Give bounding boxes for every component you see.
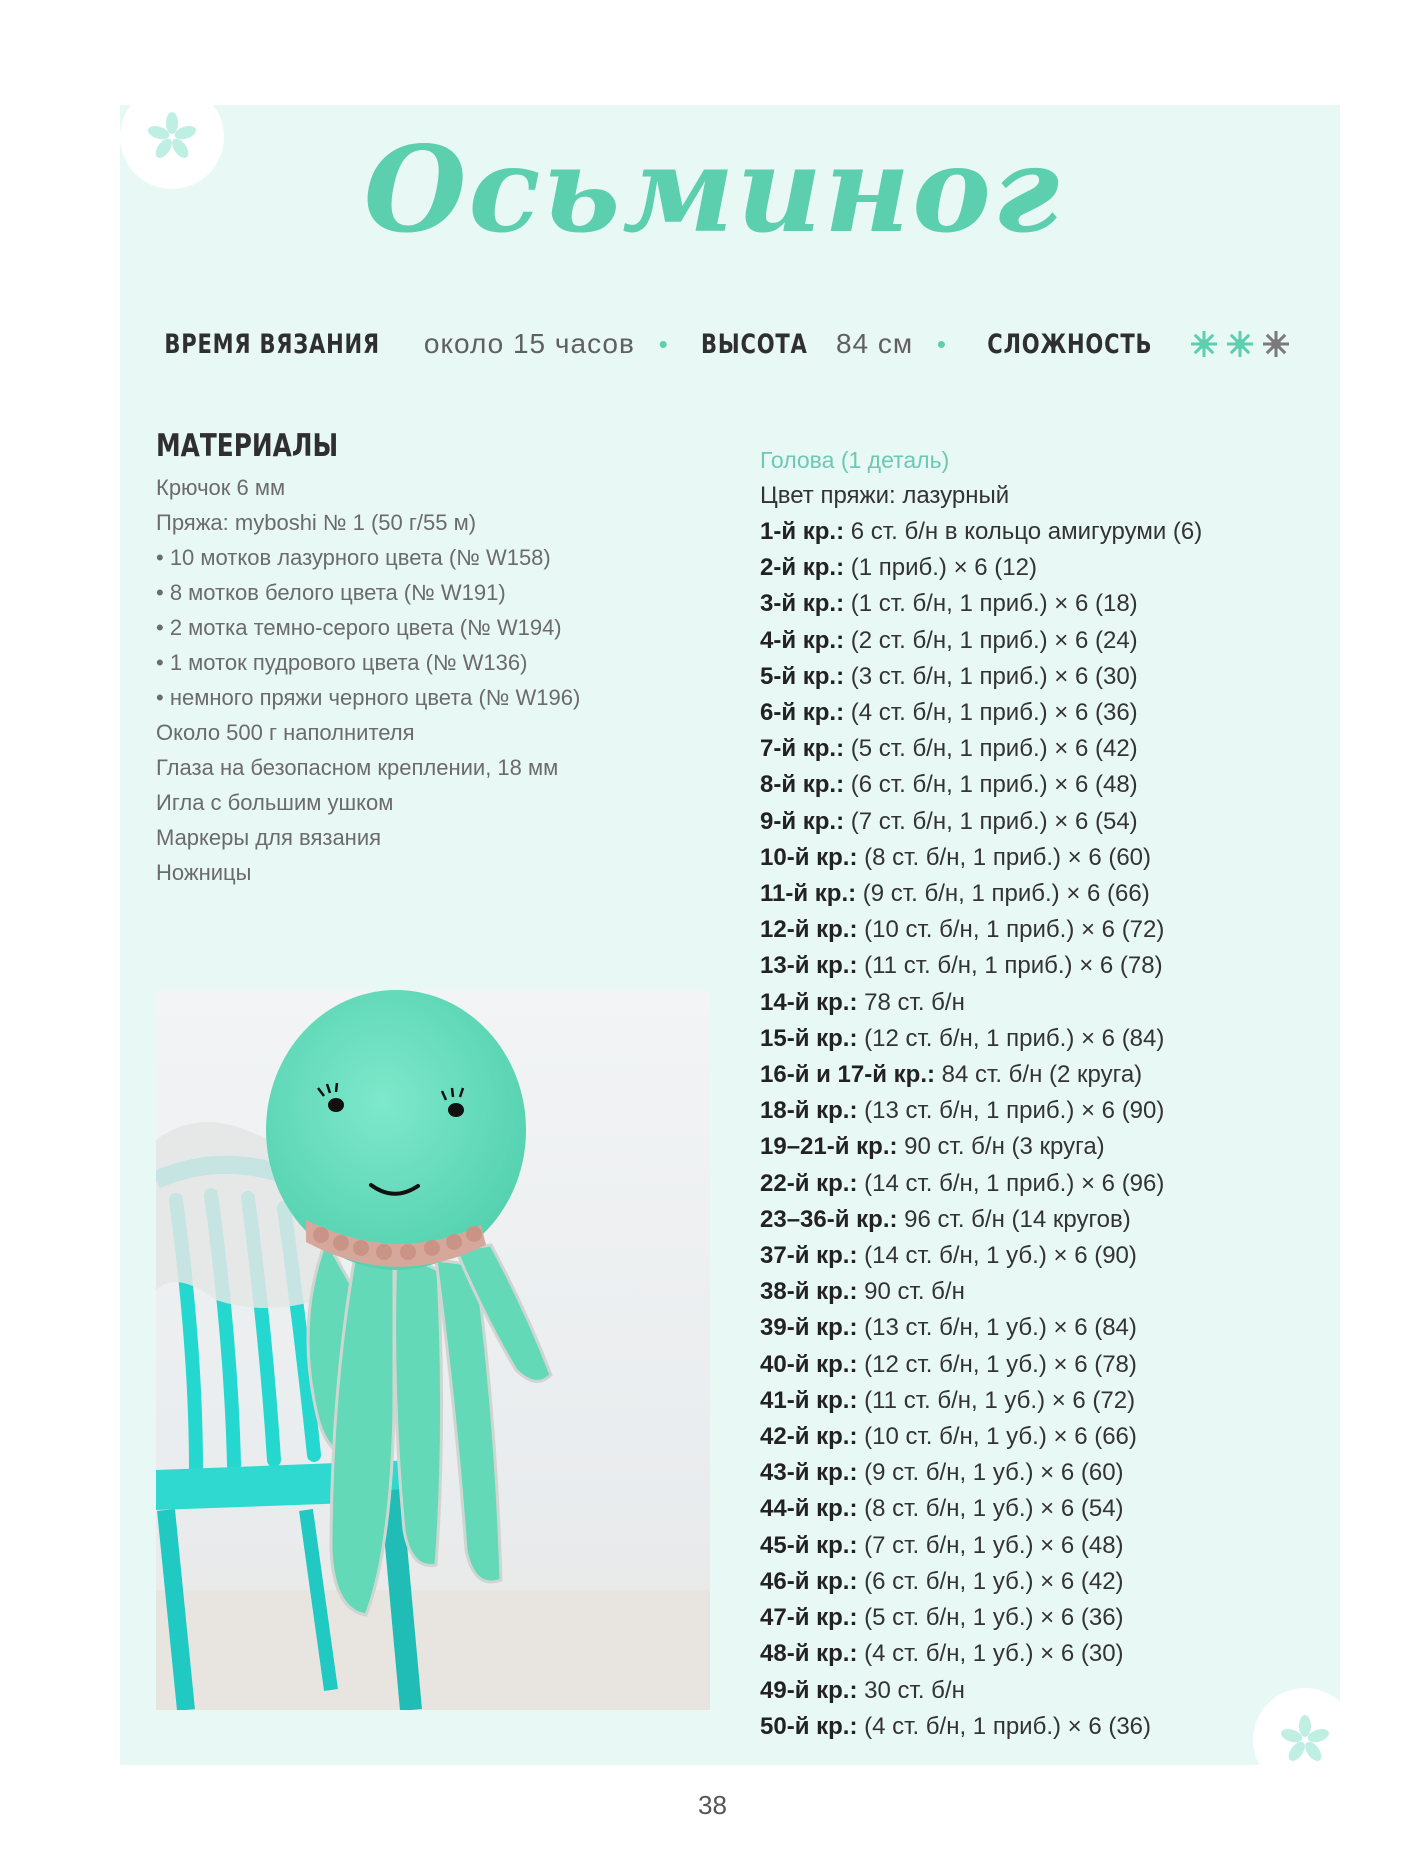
row-label: 42-й кр.: [760,1423,858,1451]
pattern-row [760,1455,1202,1491]
row-label: 50-й кр.: [760,1712,858,1740]
row-label: 8-й кр.: [760,771,845,799]
row-label: 23–36-й кр.: [760,1205,898,1233]
material-item: • 1 моток пудрового цвета (№ W136) [156,650,528,675]
pattern-row [760,550,1202,586]
row-instruction: (1 приб.) × 6 (12) [844,554,1037,582]
row-label: 37-й кр.: [760,1242,858,1270]
row-instruction: (2 ст. б/н, 1 приб.) × 6 (24) [844,626,1138,654]
pattern-row [760,1491,1202,1527]
row-instruction: (12 ст. б/н, 1 приб.) × 6 (84) [857,1024,1165,1052]
height-value: 84 см [835,328,914,359]
row-instruction: (11 ст. б/н, 1 приб.) × 6 (78) [857,952,1163,980]
materials-list [156,470,580,890]
row-instruction: (12 ст. б/н, 1 уб.) × 6 (78) [857,1350,1137,1378]
row-label: 48-й кр.: [760,1640,858,1668]
row-instruction: (14 ст. б/н, 1 уб.) × 6 (90) [857,1242,1137,1270]
pattern-row [760,1419,1202,1455]
pattern-row [760,1709,1202,1745]
row-label: 13-й кр.: [760,952,858,980]
pattern-row [760,876,1202,912]
row-label: 41-й кр.: [760,1386,858,1414]
row-label: 2-й кр.: [760,554,845,582]
row-label: 9-й кр.: [760,807,845,835]
row-instruction: 30 ст. б/н [857,1676,965,1704]
pattern-row [760,840,1202,876]
page-title: Осьминог [363,120,1062,259]
knitting-time-value: около 15 часов [423,328,635,359]
row-label: 46-й кр.: [760,1567,858,1595]
difficulty-star-icon [1225,329,1255,359]
pattern-row [760,767,1202,803]
pattern-row [760,1564,1202,1600]
pattern-row [760,1528,1202,1564]
material-item: • 2 мотка темно-серого цвета (№ W194) [156,615,562,640]
row-label: 3-й кр.: [760,590,845,618]
row-instruction: 6 ст. б/н в кольцо амигуруми (6) [844,518,1203,545]
pattern-row [760,1166,1202,1202]
pattern-row [760,586,1202,622]
pattern-row [760,1383,1202,1419]
row-instruction: (7 ст. б/н, 1 уб.) × 6 (48) [857,1531,1124,1559]
row-instruction: (10 ст. б/н, 1 уб.) × 6 (66) [857,1423,1137,1451]
row-label: 10-й кр.: [760,843,858,871]
pattern-row [760,1673,1202,1709]
row-instruction: (6 ст. б/н, 1 уб.) × 6 (42) [857,1567,1124,1595]
material-item: Около 500 г наполнителя [156,720,415,745]
row-label: 38-й кр.: [760,1278,858,1306]
row-label: 39-й кр.: [760,1314,858,1342]
row-label: 6-й кр.: [760,699,845,727]
material-item: • 10 мотков лазурного цвета (№ W158) [156,545,551,570]
pattern-row [760,948,1202,984]
row-instruction: (6 ст. б/н, 1 приб.) × 6 (48) [844,771,1138,799]
pattern-row [760,1057,1202,1093]
pattern-row [760,1274,1202,1310]
pattern-column [760,442,1202,1745]
octopus-photo-illustration [156,990,710,1710]
pattern-row [760,1202,1202,1238]
row-label: 45-й кр.: [760,1531,858,1559]
row-instruction: 84 ст. б/н (2 круга) [934,1061,1143,1089]
materials-heading: МАТЕРИАЛЫ [156,428,339,464]
row-instruction: (10 ст. б/н, 1 приб.) × 6 (72) [857,916,1165,944]
row-label: 40-й кр.: [760,1350,858,1378]
page-number: 38 [698,1790,727,1820]
octopus-toy-photo [156,990,710,1710]
row-instruction: (7 ст. б/н, 1 приб.) × 6 (54) [844,807,1138,835]
row-label: 14-й кр.: [760,988,858,1016]
separator-dot: • [936,329,947,359]
row-label: 1-й кр.: [760,518,845,545]
row-instruction: 78 ст. б/н [857,988,965,1016]
material-item: Игла с большим ушком [156,790,394,815]
flower-icon [1279,1714,1331,1766]
difficulty-rating [1183,328,1291,359]
pattern-row [760,1238,1202,1274]
yarn-color-note: Цвет пряжи: лазурный [760,482,1010,509]
section-heading-head: Голова (1 деталь) [760,447,950,473]
row-label: 43-й кр.: [760,1459,858,1487]
row-instruction: (5 ст. б/н, 1 уб.) × 6 (36) [857,1604,1124,1632]
row-instruction: (9 ст. б/н, 1 уб.) × 6 (60) [857,1459,1124,1487]
pattern-row [760,659,1202,695]
pattern-row [760,1347,1202,1383]
row-instruction: 90 ст. б/н [857,1278,965,1306]
row-instruction: (3 ст. б/н, 1 приб.) × 6 (30) [844,662,1138,690]
row-label: 22-й кр.: [760,1169,858,1197]
row-instruction: (4 ст. б/н, 1 уб.) × 6 (30) [857,1640,1124,1668]
row-label: 4-й кр.: [760,626,845,654]
row-label: 19–21-й кр.: [760,1133,898,1161]
row-label: 47-й кр.: [760,1604,858,1632]
pattern-row [760,695,1202,731]
material-item: Глаза на безопасном креплении, 18 мм [156,755,559,780]
row-instruction: (11 ст. б/н, 1 уб.) × 6 (72) [857,1386,1136,1414]
row-label: 18-й кр.: [760,1097,858,1125]
pattern-row [760,1636,1202,1672]
separator-dot: • [658,329,668,359]
knitting-time-label: ВРЕМЯ ВЯЗАНИЯ [164,329,380,360]
pattern-row [760,1021,1202,1057]
row-instruction: (14 ст. б/н, 1 приб.) × 6 (96) [857,1169,1165,1197]
row-instruction: (9 ст. б/н, 1 приб.) × 6 (66) [856,880,1150,908]
material-item: Крючок 6 мм [156,475,286,500]
material-item: Пряжа: myboshi № 1 (50 г/55 м) [156,510,477,535]
row-instruction: 96 ст. б/н (14 кругов) [897,1205,1131,1233]
row-label: 16-й и 17-й кр.: [760,1061,935,1089]
difficulty-star-icon [1261,329,1291,359]
row-label: 5-й кр.: [760,662,845,690]
pattern-row [760,804,1202,840]
row-instruction: (4 ст. б/н, 1 приб.) × 6 (36) [857,1712,1152,1740]
pattern-row [760,514,1202,550]
pattern-row [760,912,1202,948]
row-instruction: (5 ст. б/н, 1 приб.) × 6 (42) [844,735,1138,763]
material-item: Ножницы [156,860,252,885]
row-label: 44-й кр.: [760,1495,858,1523]
row-label: 15-й кр.: [760,1024,858,1052]
project-meta-bar [0,328,1425,360]
pattern-row [760,1093,1202,1129]
pattern-rows-list [760,514,1202,1745]
material-item: • 8 мотков белого цвета (№ W191) [156,580,506,605]
height-label: ВЫСОТА [700,329,808,360]
row-label: 12-й кр.: [760,916,858,944]
row-instruction: (13 ст. б/н, 1 уб.) × 6 (84) [857,1314,1137,1342]
pattern-row [760,985,1202,1021]
pattern-row [760,1310,1202,1346]
row-instruction: (1 ст. б/н, 1 приб.) × 6 (18) [844,590,1138,618]
row-label: 11-й кр.: [760,880,857,908]
material-item: Маркеры для вязания [156,825,382,850]
pattern-row [760,731,1202,767]
row-instruction: (13 ст. б/н, 1 приб.) × 6 (90) [857,1097,1165,1125]
material-item: • немного пряжи черного цвета (№ W196) [156,685,581,710]
row-label: 49-й кр.: [760,1676,858,1704]
difficulty-label: СЛОЖНОСТЬ [987,329,1153,360]
pattern-row [760,1129,1202,1165]
row-instruction: (8 ст. б/н, 1 приб.) × 6 (60) [857,843,1152,871]
difficulty-star-icon [1189,329,1219,359]
pattern-row [760,623,1202,659]
row-instruction: 90 ст. б/н (3 круга) [897,1133,1105,1161]
row-instruction: (8 ст. б/н, 1 уб.) × 6 (54) [857,1495,1124,1523]
row-instruction: (4 ст. б/н, 1 приб.) × 6 (36) [844,699,1138,727]
row-label: 7-й кр.: [760,735,845,763]
flower-decoration-bottom-right [1253,1688,1357,1792]
pattern-row [760,1600,1202,1636]
